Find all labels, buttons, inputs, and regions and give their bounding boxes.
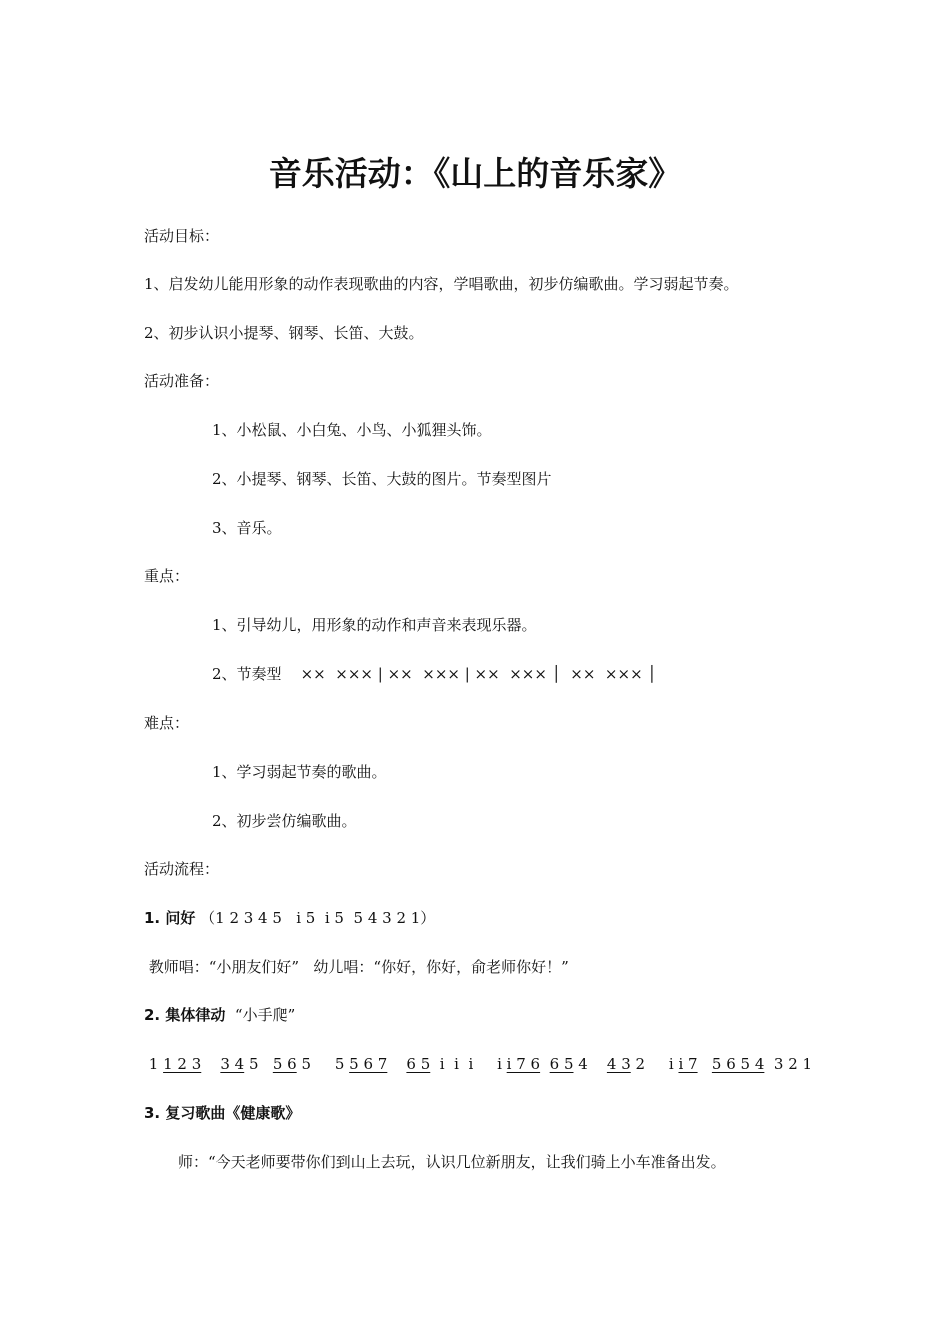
- goal-item-2: 2、初步认识小提琴、钢琴、长笛、大鼓。: [144, 324, 424, 342]
- note-group-underlined: i 7 6: [506, 1055, 541, 1073]
- goals-heading: 活动目标：: [144, 227, 220, 245]
- step-3-text: 师：“今天老师要带你们到山上去玩，认识几位新朋友，让我们骑上小车准备出发。: [178, 1153, 726, 1171]
- key-point-1: 1、引导幼儿，用形象的动作和声音来表现乐器。: [212, 616, 537, 634]
- goal-item-1: 1、启发幼儿能用形象的动作表现歌曲的内容，学唱歌曲，初步仿编歌曲。学习弱起节奏。: [144, 275, 739, 293]
- note-group: 5 5: [296, 1055, 350, 1073]
- key-point-2-rhythm: 2、节奏型 ×× ××× | ×× ××× | ×× ××× │ ×× ××× │: [212, 665, 657, 683]
- prep-item-3: 3、音乐。: [212, 519, 282, 537]
- step-1-notes: （1 2 3 4 5 i 5 i 5 5 4 3 2 1）: [195, 909, 436, 927]
- difficulty-heading: 难点：: [144, 714, 190, 732]
- difficulty-2: 2、初步尝仿编歌曲。: [212, 812, 357, 830]
- note-group: i i i i: [430, 1055, 507, 1073]
- flow-heading: 活动流程：: [144, 860, 220, 878]
- step-2-notation: [144, 1054, 812, 1074]
- key-points-heading: 重点：: [144, 567, 190, 585]
- prep-heading: 活动准备：: [144, 372, 220, 390]
- note-group-underlined: i 7: [678, 1055, 698, 1073]
- note-group-underlined: 5 6 7: [349, 1055, 388, 1073]
- step-1-title: 1. 问好: [144, 909, 196, 927]
- note-group: 2 i: [630, 1055, 679, 1073]
- note-group: 1: [144, 1055, 164, 1073]
- step-3-title: 3. 复习歌曲《健康歌》: [144, 1104, 301, 1122]
- note-group: 3 2 1: [764, 1055, 813, 1073]
- note-group-underlined: 3 4: [220, 1055, 245, 1073]
- note-group: 4: [573, 1055, 607, 1073]
- page-title: 音乐活动：《山上的音乐家》: [268, 154, 682, 193]
- prep-item-1: 1、小松鼠、小白兔、小鸟、小狐狸头饰。: [212, 421, 492, 439]
- prep-item-2: 2、小提琴、钢琴、长笛、大鼓的图片。节奏型图片: [212, 470, 552, 488]
- note-group: [698, 1055, 712, 1073]
- note-group-underlined: 6 5: [549, 1055, 574, 1073]
- note-group-underlined: 5 6: [272, 1055, 297, 1073]
- step-1-dialog: 教师唱：“小朋友们好” 幼儿唱：“你好，你好，俞老师你好！”: [144, 958, 569, 976]
- note-group-underlined: 5 6 5 4: [711, 1055, 765, 1073]
- step-2: [144, 1005, 295, 1025]
- difficulty-1: 1、学习弱起节奏的歌曲。: [212, 763, 387, 781]
- note-group: [201, 1055, 220, 1073]
- note-group: [540, 1055, 550, 1073]
- step-2-title: 2. 集体律动: [144, 1006, 226, 1024]
- step-1: [144, 908, 435, 928]
- note-group-underlined: 6 5: [406, 1055, 431, 1073]
- note-group-underlined: 1 2 3: [163, 1055, 202, 1073]
- note-group: 5: [244, 1055, 273, 1073]
- note-group: [387, 1055, 406, 1073]
- note-group-underlined: 4 3: [606, 1055, 631, 1073]
- step-2-song: “小手爬”: [225, 1006, 296, 1024]
